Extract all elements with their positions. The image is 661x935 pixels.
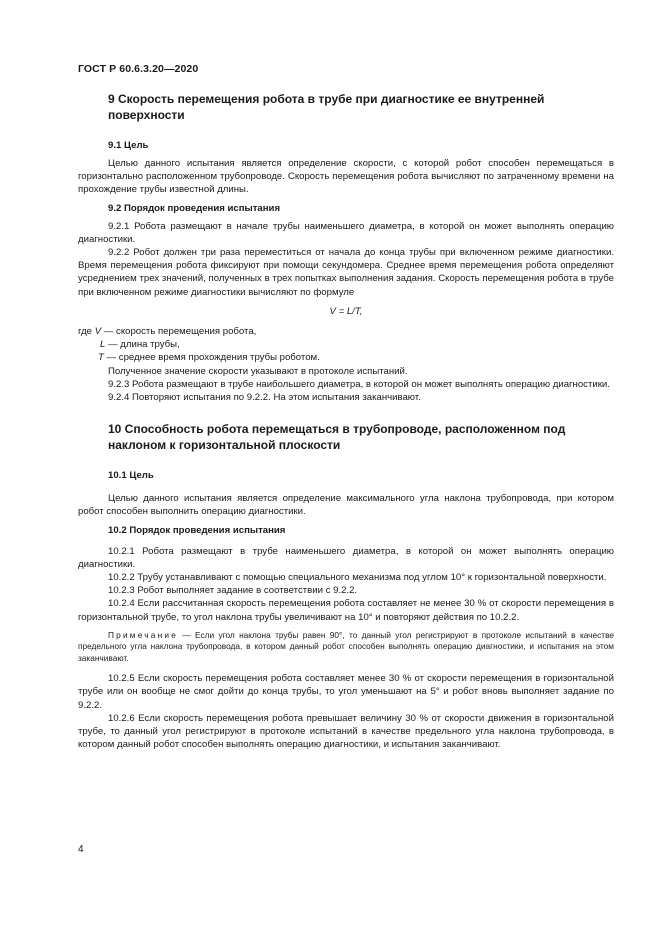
symbol-t: T [98, 352, 104, 364]
paragraph-9-2-4: 9.2.4 Повторяют испытания по 9.2.2. На этом испытания заканчивают. [108, 392, 421, 404]
definition-l-text: — длина трубы, [105, 339, 180, 351]
paragraph-9-1: Целью данного испытания является определение скорости, с которой робот способен перемещаться в горизонтально расположенном трубопроводе. Скорость перемещения робота вычисляют по затраченному времени на прохождение трубы известной длины. [78, 158, 614, 196]
note-text: — Если угол наклона трубы равен 90°, то данный угол регистрируют в протоколе испытаний в качестве предельного угла наклона трубопровода, в котором данный робот способен выполнять операцию диагностики, и испытания на этом заканчивают. [78, 629, 614, 663]
definition-t [78, 351, 614, 364]
page-number: 4 [78, 844, 84, 855]
paragraph-9-2-3: 9.2.3 Робота размещают в трубе наибольшего диаметра, в которой он может выполнять операцию диагностики. [108, 378, 610, 390]
subsection-9-2-title: 9.2 Порядок проведения испытания [108, 202, 281, 214]
paragraph-10-2-6: 10.2.6 Если скорость перемещения робота превышает величину 30 % от скорости движения в горизонтальной трубе, то данный угол регистрируют в протоколе испытаний в качестве предельного угла наклона трубопровода, в котором данный робот способен выполнять операцию диагностики, и испытания заканчивают. [78, 712, 614, 751]
paragraph-9-2-2: 9.2.2 Робот должен три раза переместиться от начала до конца трубы при включенном режиме диагностики. Время перемещения робота фиксируют при помощи секундомера. Среднее время перемещения робота определяют усреднением трех значений, полученных в трех попытках выполнения задания. Скорость перемещения робота в трубе при включенном режиме диагностики вычисляют по формуле [78, 247, 614, 298]
page-content [78, 92, 614, 751]
paragraph-9-2-1: 9.2.1 Робота размещают в начале трубы наименьшего диаметра, в которой он может выполнять операцию диагностики. [78, 220, 614, 245]
symbol-l: L [100, 339, 106, 351]
paragraph-10-2-5: 10.2.5 Если скорость перемещения робота составляет менее 30 % от скорости перемещения в горизонтальной трубе или он вообще не смог дойти до конца трубы, то угол уменьшают на 5° и робот вновь выполняет задание по 9.2.2. [78, 673, 614, 711]
formula-velocity: V = L/T, [329, 305, 363, 317]
definition-l [78, 338, 614, 351]
note-label: Примечание [108, 629, 179, 640]
subsection-10-2-title: 10.2 Порядок проведения испытания [108, 524, 286, 536]
definition-v-text: — скорость перемещения робота, [101, 326, 257, 338]
paragraph-10-2-4: 10.2.4 Если рассчитанная скорость перемещения робота составляет не менее 30 % от скорости перемещения в горизонтальной трубе, то угол наклона трубы увеличивают на 10° и повторяют действия по 10.2.2. [78, 598, 614, 623]
section-9-title: 9 Скорость перемещения робота в трубе при диагностике ее внутренней поверхности [108, 92, 545, 122]
definition-t-text: — среднее время прохождения трубы роботом. [103, 352, 320, 364]
paragraph-10-1: Целью данного испытания является определение максимального угла наклона трубопровода, при котором робот способен выполнить операцию диагностики. [78, 493, 614, 518]
document-header: ГОСТ Р 60.6.3.20—2020 [78, 63, 199, 75]
definition-v [78, 325, 614, 338]
paragraph-10-2-3: 10.2.3 Робот выполняет задание в соответствии с 9.2.2. [108, 585, 358, 597]
paragraph-10-2-2: 10.2.2 Трубу устанавливают с помощью специального механизма под углом 10° к горизонтальной поверхности. [108, 572, 607, 584]
section-10-title: 10 Способность робота перемещаться в трубопроводе, расположенном под наклоном к горизонтальной плоскости [108, 422, 566, 452]
paragraph-result: Полученное значение скорости указывают в протоколе испытаний. [108, 365, 408, 377]
symbol-v: V [94, 326, 102, 338]
note [78, 630, 614, 664]
paragraph-10-2-1: 10.2.1 Робота размещают в трубе наименьшего диаметра, в которой он может выполнять операцию диагностики. [78, 545, 614, 570]
where-word: где [78, 326, 93, 338]
subsection-10-1-title: 10.1 Цель [108, 470, 154, 482]
subsection-9-1-title: 9.1 Цель [108, 140, 149, 151]
